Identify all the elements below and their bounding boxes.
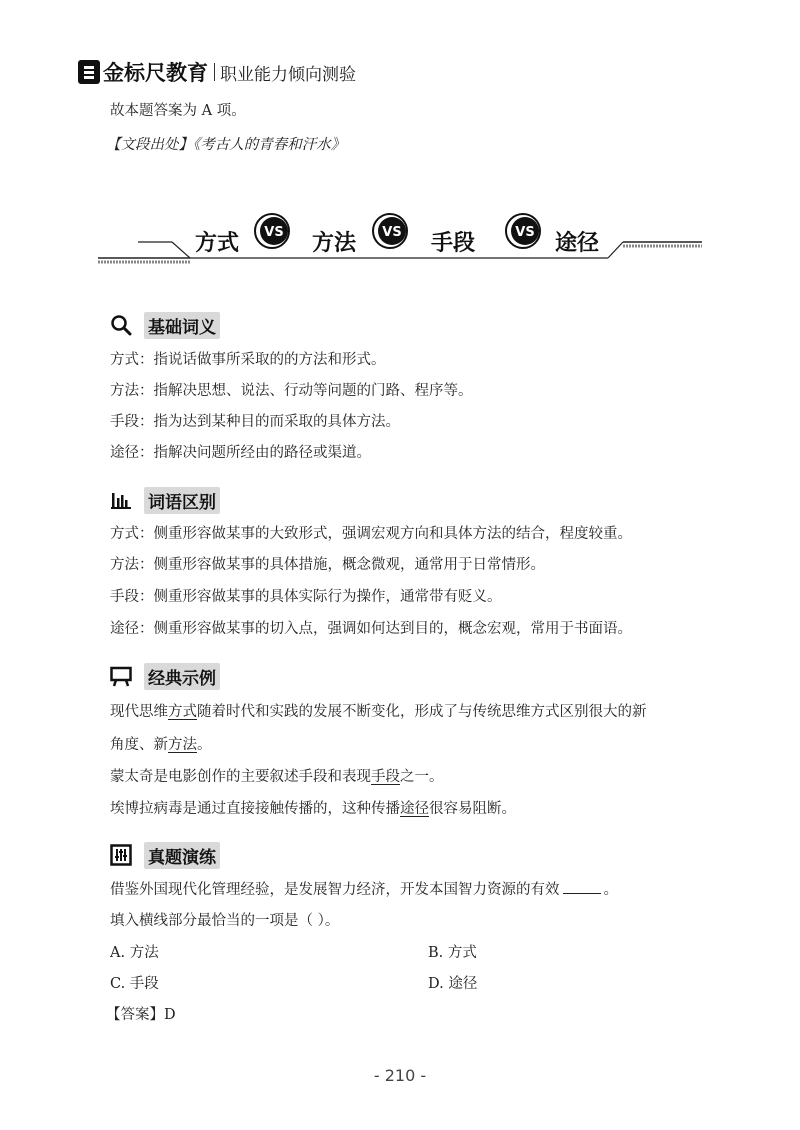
source-line: 【文段出处】《考古人的青春和汗水》 <box>106 137 346 153</box>
vs-badge-icon <box>370 212 410 250</box>
section-title: 经典示例 <box>144 663 220 690</box>
example-3: 埃博拉病毒是通过直接接触传播的，这种传播途径很容易阻断。 <box>110 801 516 817</box>
section-title: 真题演练 <box>144 842 220 869</box>
underlined-term: 途径 <box>400 801 429 817</box>
presentation-board-icon <box>110 665 132 687</box>
answer-line: 故本题答案为 A 项。 <box>110 103 246 119</box>
section-title: 基础词义 <box>144 312 220 339</box>
header-subtitle: 职业能力倾向测验 <box>220 64 356 85</box>
answer-blank <box>563 882 601 894</box>
underlined-term: 方式 <box>168 704 197 720</box>
practice-prompt: 填入横线部分最恰当的一项是（ ）。 <box>110 913 340 929</box>
practice-answer: 【答案】D <box>106 1007 176 1023</box>
section-title: 词语区别 <box>144 487 220 514</box>
vs-badge-icon <box>252 212 292 250</box>
diff-line-fangshi: 方式：侧重形容做某事的大致形式，强调宏观方向和具体方法的结合，程度较重。 <box>110 526 632 542</box>
page-number: - 210 - <box>373 1066 427 1085</box>
bar-chart-icon <box>110 489 132 511</box>
section-basic-header <box>110 312 220 338</box>
underlined-term: 方法 <box>168 737 197 753</box>
example-1-line-2: 角度、新方法。 <box>110 737 212 753</box>
header-divider <box>214 63 215 81</box>
option-b: B. 方式 <box>428 945 477 961</box>
diff-line-fangfa: 方法：侧重形容做某事的具体措施，概念微观，通常用于日常情形。 <box>110 557 545 573</box>
brand-logo-icon <box>78 60 100 84</box>
page-header <box>78 56 356 88</box>
term-fangfa: 方法 <box>312 230 357 256</box>
option-d: D. 途径 <box>428 976 478 992</box>
basic-line-fangfa: 方法：指解决思想、说法、行动等问题的门路、程序等。 <box>110 383 473 399</box>
diff-line-tujing: 途径：侧重形容做某事的切入点，强调如何达到目的，概念宏观，常用于书面语。 <box>110 621 632 637</box>
option-c: C. 手段 <box>110 976 159 992</box>
section-diff-header <box>110 487 220 513</box>
term-tujing: 途径 <box>555 230 600 256</box>
equalizer-icon <box>110 844 132 866</box>
example-2: 蒙太奇是电影创作的主要叙述手段和表现手段之一。 <box>110 769 444 785</box>
option-a: A. 方法 <box>110 945 159 961</box>
comparison-banner <box>98 212 702 272</box>
magnifier-icon <box>110 314 132 336</box>
section-practice-header <box>110 842 220 868</box>
basic-line-tujing: 途径：指解决问题所经由的路径或渠道。 <box>110 445 371 461</box>
vs-badge-icon <box>503 212 543 250</box>
example-1-line-1: 现代思维方式随着时代和实践的发展不断变化，形成了与传统思维方式区别很大的新 <box>110 704 647 720</box>
vs-label: VS <box>382 225 402 240</box>
term-shouduan: 手段 <box>431 230 476 256</box>
diff-line-shouduan: 手段：侧重形容做某事的具体实际行为操作，通常带有贬义。 <box>110 589 502 605</box>
brand-name: 金标尺教育 <box>103 61 208 85</box>
vs-label: VS <box>264 225 284 240</box>
practice-question: 借鉴外国现代化管理经验，是发展智力经济，开发本国智力资源的有效 。 <box>110 882 618 898</box>
term-fangshi: 方式 <box>195 230 240 256</box>
vs-label: VS <box>515 225 535 240</box>
section-examples-header <box>110 663 220 689</box>
basic-line-fangshi: 方式：指说话做事所采取的的方法和形式。 <box>110 352 386 368</box>
basic-line-shouduan: 手段：指为达到某种目的而采取的具体方法。 <box>110 414 400 430</box>
underlined-term: 手段 <box>371 769 400 785</box>
